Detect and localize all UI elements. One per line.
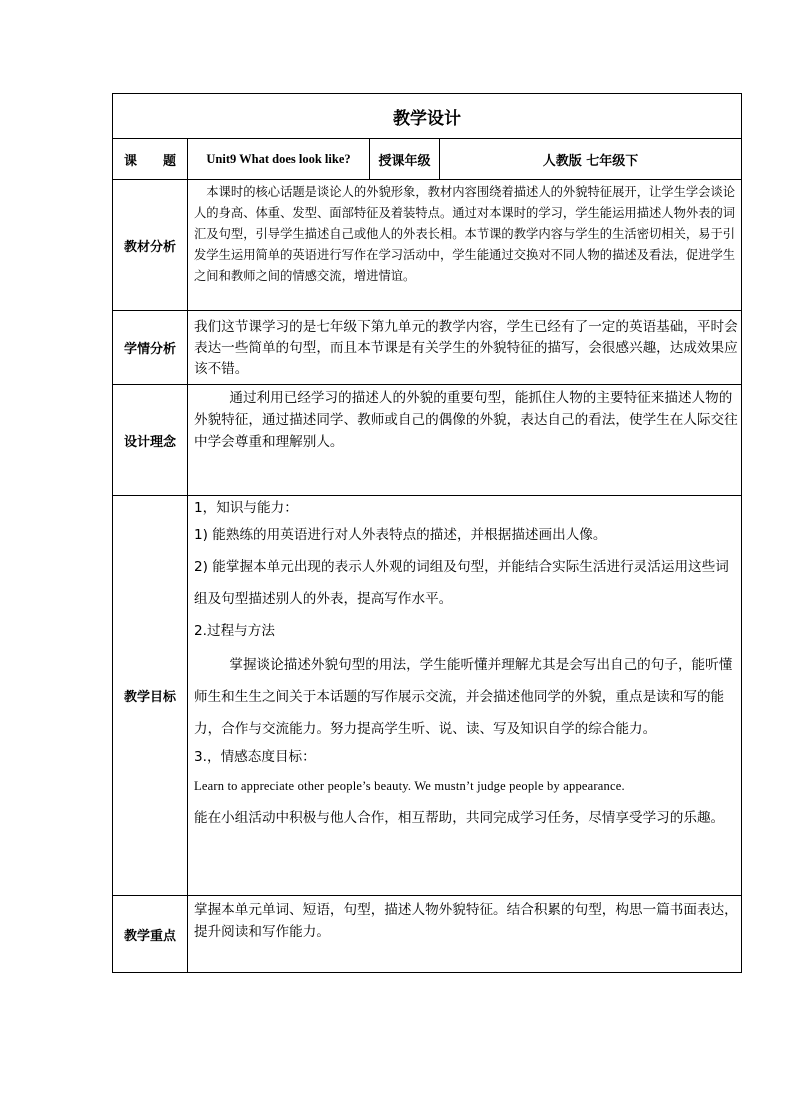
key-points-text: 掌握本单元单词、短语，句型，描述人物外貌特征。结合积累的句型，构思一篇书面表达，提升阅读和写作能力。 (188, 896, 742, 973)
key-points-label: 教学重点 (113, 896, 188, 973)
grade-label: 授课年级 (370, 139, 440, 180)
material-analysis-text: 本课时的核心话题是谈论人的外貌形象，教材内容围绕着描述人的外貌特征展开，让学生学会谈论人的身高、体重、发型、面部特征及着装特点。通过对本课时的学习，学生能运用描述人物外表的词汇及句型，引导学生描述自己或他人的外表长相。本节课的教学内容与学生的生活密切相关，易于引发学生运用简单的英语进行写作在学习活动中，学生能通过交换对不同人物的描述及看法，促进学生之间和教师之间的情感交流，增进情谊。 (188, 180, 742, 311)
design-concept-label: 设计理念 (113, 385, 188, 496)
learner-analysis-text: 我们这节课学习的是七年级下第九单元的教学内容，学生已经有了一定的英语基础，平时会表达一些简单的句型，而且本节课是有关学生的外貌特征的描写，会很感兴趣，达成效果应该不错。 (188, 311, 742, 385)
objective-english-sentence: Learn to appreciate other people’s beauty. We mustn’t judge people by appearance. (194, 779, 625, 793)
objective-heading-knowledge: 1，知识与能力： (194, 500, 298, 516)
teaching-objectives-text (188, 496, 742, 896)
objective-attitude-text: 能在小组活动中积极与他人合作，相互帮助，共同完成学习任务，尽情享受学习的乐趣。 (194, 810, 725, 826)
teaching-objectives-label: 教学目标 (113, 496, 188, 896)
grade-value: 人教版 七年级下 (440, 139, 742, 180)
course-label: 课 题 (113, 139, 188, 180)
page-title: 教学设计 (113, 94, 742, 139)
course-topic: Unit9 What does look like? (188, 139, 370, 180)
objective-heading-attitude: 3.，情感态度目标： (194, 749, 316, 765)
objective-item-2: 2) 能掌握本单元出现的表示人外观的词组及句型，并能结合实际生活进行灵活运用这些词组及句型描述别人的外表，提高写作水平。 (194, 559, 729, 607)
learner-analysis-label: 学情分析 (113, 311, 188, 385)
objective-process-text: 掌握谈论描述外貌句型的用法，学生能听懂并理解尤其是会写出自己的句子，能听懂师生和生生之间关于本话题的写作展示交流，并会描述他同学的外貌，重点是读和写的能力，合作与交流能力。努力提高学生听、说、读、写及知识自学的综合能力。 (194, 657, 733, 737)
design-concept-text: 通过利用已经学习的描述人的外貌的重要句型，能抓住人物的主要特征来描述人物的外貌特征，通过描述同学、教师或自己的偶像的外貌，表达自己的看法，使学生在人际交往中学会尊重和理解别人。 (188, 385, 742, 496)
material-analysis-label: 教材分析 (113, 180, 188, 311)
objective-item-1: 1) 能熟练的用英语进行对人外表特点的描述，并根据描述画出人像。 (194, 527, 607, 543)
objective-heading-process: 2.过程与方法 (194, 623, 275, 639)
lesson-plan-table (112, 93, 742, 973)
